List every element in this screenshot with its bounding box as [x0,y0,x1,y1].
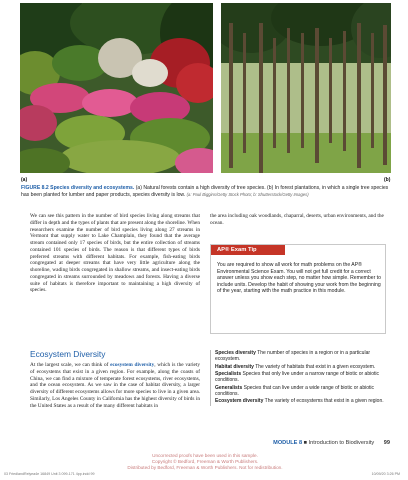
section-text-after: , which is the variety of ecosystems that exist in a given region. For example, along the coasts of China, we can find a mixture of temperate forest ecosystems, river ecosystems, and the ocean ecosystem. As we saw in the case of habitat diversity, a larger diversity of different ecosystems allows for more species to live in a given area. Similarly, Los Angeles County in California has the highest diversity of birds in the United States as a result of the many different habitats in [30,362,201,409]
glossary-item [215,364,386,370]
module-topic: Introduction to Biodiversity [308,440,375,446]
plantation-forest-illustration [221,3,391,173]
watermark-line: Uncorrected proofs have been used in this sample. [152,453,258,458]
section-text [30,362,200,409]
glossary-term: Species diversity [215,350,256,356]
figure-caption-text: (a) Natural forests contain a high diversity of tree species. (b) In forest plantations, in which a single tree species has been planted for lumber and paper products, species diversity is low. [21,185,389,198]
exam-tip-header: AP® Exam Tip [211,245,285,255]
slug-filename: 03 FriedlandRelyea4e 16849 Unit 3 099-171 4pp.indd 99 [4,472,95,476]
figure-caption [21,185,389,198]
watermark-line: Copyright © Bedford, Freeman & Worth Publishers. [151,459,259,464]
glossary-definition: The variety of ecosystems that exist in a given region. [264,398,384,405]
figure-label-b: (b) [384,177,391,183]
glossary-item [215,385,386,397]
exam-tip-box [210,244,386,334]
printer-slug [4,472,404,476]
body-text-left: We can see this pattern in the number of bird species living along streams that differ in depth and the types of plants that are present along the shoreline. When researchers examine the number of bird species living along 27 streams in Vermont that supply water to Lake Champlain, they found that the average stream contained only 17 species of birds, but the entire collection of streams contained 101 species of birds. The reason is that different types of birds preferred streams with different habitats. For example, fish-eating birds congregated at deeper streams that have very little agriculture along the shoreline, wading birds congregated in shallow streams, and insect-eating birds congregated in streams surrounded by meadows and forests. Having a diverse suite of habitats is therefore important to maintaining a high diversity of species. [30,213,200,294]
watermark-line: Distributed by Bedford, Freeman & Worth Publishers. Not for redistribution. [127,465,283,470]
figure-number: FIGURE 8.2 [21,185,49,191]
glossary-definition: The number of species in a region or in a particular ecosystem. [215,350,371,363]
section-text-before: At the largest scale, we can think of [30,362,111,368]
figure-title: Species diversity and ecosystems. [50,185,135,191]
glossary-term: Ecosystem diversity [215,398,264,405]
glossary-item [215,371,386,383]
glossary-item [215,398,386,404]
slug-timestamp: 10/09/20 3:26 PM [371,472,400,476]
body-text-right: the area including oak woodlands, chaparral, deserts, urban environments, and the ocean. [210,213,384,226]
plantation-forest-photo [221,3,391,173]
figure-credit: (a: Paul Biggins/Getty Stock Photo; b: Shutterstock/Getty Images) [186,191,309,197]
natural-forest-photo [20,3,213,173]
page-number: 99 [383,440,390,446]
glossary-term: Habitat diversity [215,363,254,370]
module-label: MODULE 8 [273,440,303,446]
glossary-term: Generalists [215,384,243,391]
section-key-term: ecosystem diversity [110,362,155,368]
proof-watermark [110,453,300,471]
natural-forest-illustration [20,3,213,173]
section-heading: Ecosystem Diversity [30,349,106,359]
glossary-sidebar [210,350,386,406]
glossary-term: Specialists [215,370,242,377]
footer-bullet: ■ [303,440,308,446]
exam-tip-text: You are required to show all work for math problems on the AP® Environmental Science Exam. You will not get full credit for a correct answer unless you show each step, no matter how simple. Remember to include units. Develop the habit of showing your work from the beginning of the year, starting with the math practice in this module. [217,262,381,295]
glossary-definition: Species that can live under a wide range of biotic or abiotic conditions. [215,384,374,397]
page-footer [220,440,390,446]
glossary-definition: Species that only live under a narrow range of biotic or abiotic conditions. [215,370,379,384]
glossary-item [215,350,386,362]
glossary-definition: The variety of habitats that exist in a given ecosystem. [255,363,376,370]
figure-label-a: (a) [21,177,28,183]
